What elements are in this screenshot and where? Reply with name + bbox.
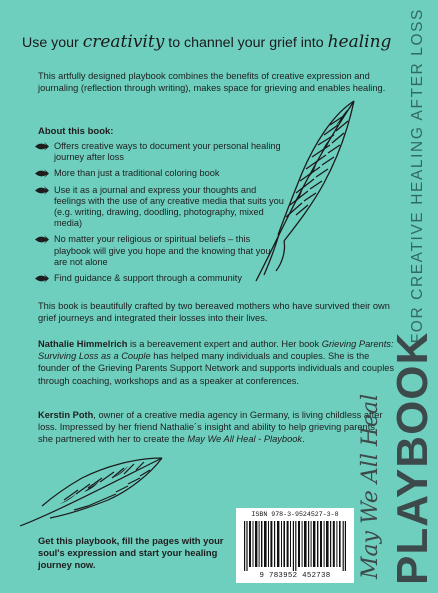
feather-illustration-small	[16, 452, 166, 530]
isbn-barcode	[236, 508, 354, 583]
barcode-digits: 9 783952 452738	[259, 572, 331, 580]
list-item	[34, 273, 284, 284]
feather-illustration	[250, 95, 360, 285]
arrow-icon	[34, 141, 50, 152]
list-item	[34, 185, 284, 230]
about-list	[34, 141, 284, 289]
bio-text: .	[302, 434, 305, 445]
list-item-text: Offers creative ways to document your personal healing journey after loss	[54, 141, 281, 163]
headline-word-creativity: creativity	[82, 32, 165, 52]
headline-mid: to channel your grief into	[164, 35, 328, 51]
spine-title	[390, 293, 436, 593]
author-name: Nathalie Himmelrich	[38, 339, 128, 349]
list-item	[34, 168, 284, 179]
list-item-text: Find guidance & support through a community	[54, 273, 242, 284]
book-title: Grieving Parents: Surviving Loss as a Couple	[38, 339, 394, 362]
bio-nathalie	[38, 338, 395, 387]
call-to-action: Get this playbook, fill the pages with your soul's expression and start your healing journey now.	[38, 535, 224, 570]
list-item-text: Use it as a journal and express your thoughts and feelings with the use of any creative media that suits you (e.g. writing, drawing, doodling, photography, mixed media)	[54, 184, 284, 229]
list-item-text: No matter your religious or spiritual beliefs – this playbook will give you hope and the knowing that you are not alone	[54, 234, 271, 267]
intro-paragraph: This artfully designed playbook combines the benefits of creative expression and journaling (reflection through writing), makes space for grieving and enables healing.	[38, 71, 386, 94]
bio-text: , owner of a creative media agency in Germany, is living childless after loss. Impressed by her friend Nathalie´s insight and ability to help grieving parents, she partnered with her to create the	[38, 410, 383, 445]
list-item-text: More than just a traditional coloring book	[54, 168, 220, 179]
list-item	[34, 234, 284, 268]
headline-word-healing: healing	[327, 32, 392, 52]
about-title: About this book:	[38, 126, 114, 137]
spine-script	[356, 293, 390, 593]
authors-intro: This book is beautifully crafted by two bereaved mothers who have survived their own grief journeys and integrated their losses into their lives.	[38, 301, 390, 324]
author-name: Kerstin Poth	[38, 410, 94, 420]
list-item	[34, 141, 284, 163]
arrow-icon	[34, 168, 50, 179]
bio-text: is a bereavement expert and author. Her book	[127, 339, 322, 349]
barcode-bars	[244, 521, 346, 571]
bio-kerstin	[38, 409, 395, 446]
isbn-number: ISBN 978-3-9524527-3-8	[251, 511, 339, 518]
spine-title-text: PLAYBOOK	[388, 331, 437, 585]
spine-script-text: May We All Heal	[358, 393, 383, 579]
book-title: May We All Heal - Playbook	[187, 434, 303, 445]
bio-text: has helped many individuals and couples. She is the founder of the Grieving Parents Support Network and supports individuals and couples through coaching, workshops and as a speaker at conferences.	[38, 351, 395, 386]
headline	[22, 32, 392, 52]
arrow-icon	[34, 234, 50, 245]
arrow-icon	[34, 273, 50, 284]
headline-pre: Use your	[22, 35, 83, 51]
arrow-icon	[34, 185, 50, 196]
spine-subtitle-text: FOR CREATIVE HEALING AFTER LOSS	[409, 8, 426, 344]
